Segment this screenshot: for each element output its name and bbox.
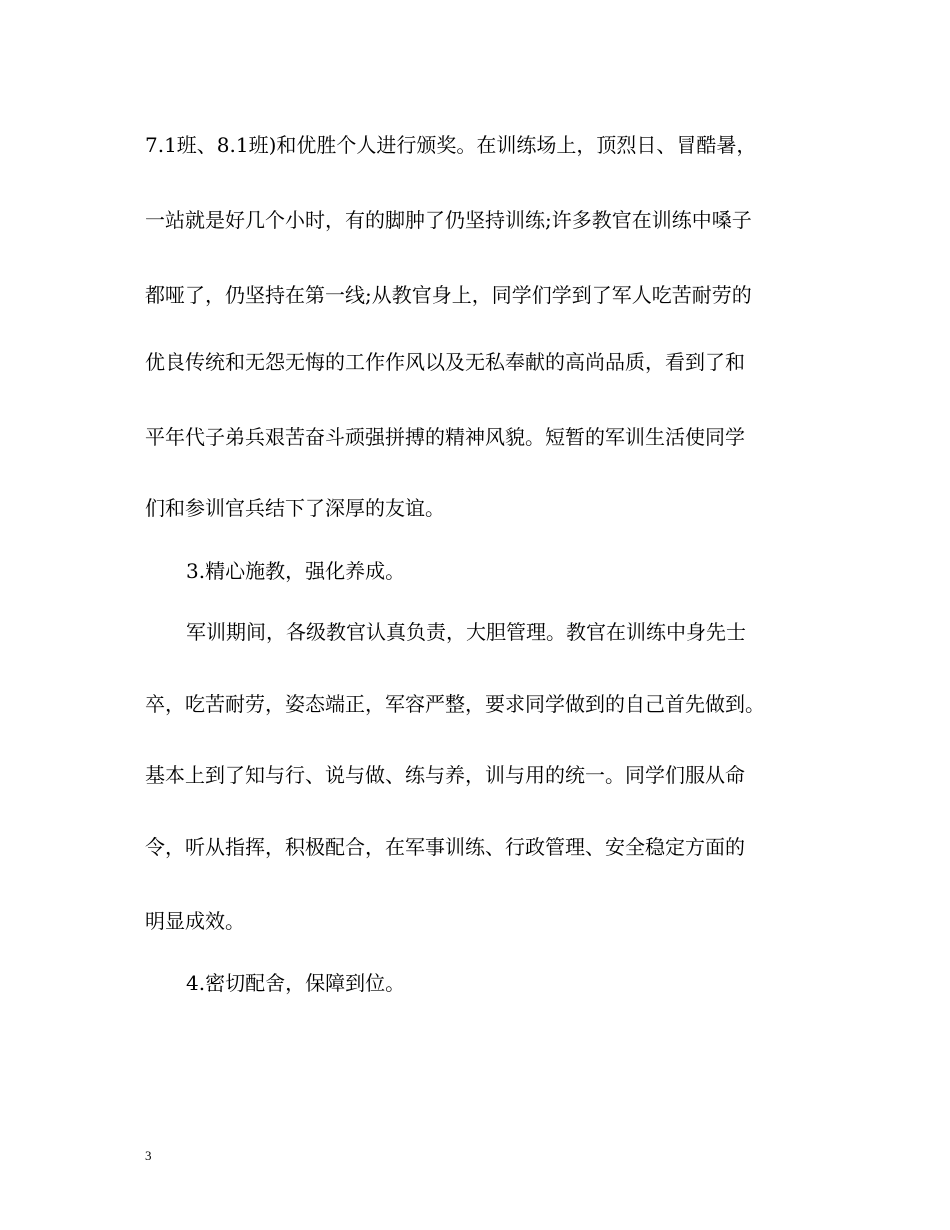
paragraph-line: 基本上到了知与行、说与做、练与养，训与用的统一。同学们服从命 bbox=[145, 763, 745, 787]
paragraph-line: 军训期间，各级教官认真负责，大胆管理。教官在训练中身先士 bbox=[186, 620, 746, 644]
paragraph-line: 都哑了，仍坚持在第一线;从教官身上，同学们学到了军人吃苦耐劳的 bbox=[145, 283, 752, 307]
paragraph-line: 平年代子弟兵艰苦奋斗顽强拼搏的精神风貌。短暂的军训生活使同学 bbox=[145, 425, 745, 449]
section-heading: 3.精心施教，强化养成。 bbox=[186, 559, 406, 583]
section-heading: 4.密切配舍，保障到位。 bbox=[186, 971, 406, 995]
page-number: 3 bbox=[145, 1148, 152, 1163]
paragraph-line: 卒，吃苦耐劳，姿态端正，军容严整，要求同学做到的自己首先做到。 bbox=[145, 692, 765, 716]
paragraph-line: 一站就是好几个小时，有的脚肿了仍坚持训练;许多教官在训练中嗓子 bbox=[145, 208, 752, 232]
paragraph-line: 优良传统和无怨无悔的工作作风以及无私奉献的高尚品质，看到了和 bbox=[145, 350, 745, 374]
paragraph-line: 令，听从指挥，积极配合，在军事训练、行政管理、安全稳定方面的 bbox=[145, 835, 745, 859]
paragraph-line: 明显成效。 bbox=[145, 909, 245, 933]
paragraph-line: 们和参训官兵结下了深厚的友谊。 bbox=[145, 496, 445, 520]
paragraph-line: 7.1班、8.1班)和优胜个人进行颁奖。在训练场上，顶烈日、冒酷暑， bbox=[145, 133, 757, 157]
